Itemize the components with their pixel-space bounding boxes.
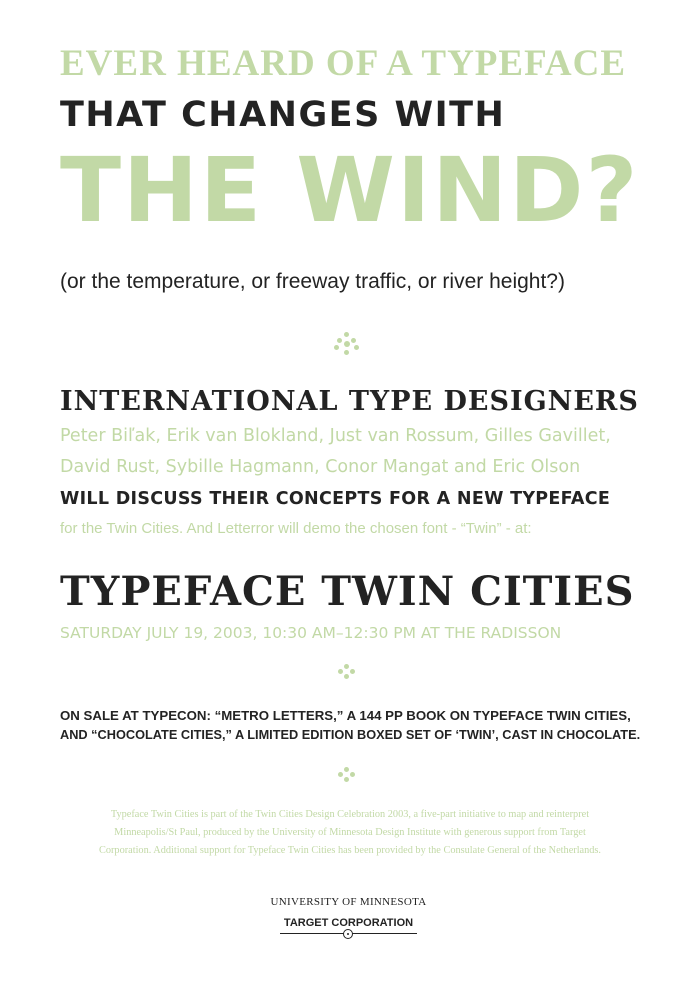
headline-line-2: THAT CHANGES WITH xyxy=(60,95,506,135)
demo-line: for the Twin Cities. And Letterror will demo the chosen font - “Twin” - at: xyxy=(60,520,532,537)
flower-dots-ornament-icon xyxy=(334,332,360,356)
speakers-heading: INTERNATIONAL TYPE DESIGNERS xyxy=(60,386,639,417)
fine-print-line-1: Typeface Twin Cities is part of the Twin Cities Design Celebration 2003, a five-part initiative to map and reinterpret xyxy=(110,809,590,820)
speaker-names-line-2: David Rust, Sybille Hagmann, Conor Mangat and Eric Olson xyxy=(60,457,581,477)
discuss-line: WILL DISCUSS THEIR CONCEPTS FOR A NEW TYPEFACE xyxy=(60,489,611,509)
headline-line-1: EVER HEARD OF A TYPEFACE xyxy=(60,43,627,84)
event-date: SATURDAY JULY 19, 2003, 10:30 AM–12:30 PM AT THE RADISSON xyxy=(60,624,562,642)
sale-line-1: ON SALE AT TYPECON: “METRO LETTERS,” A 144 PP BOOK ON TYPEFACE TWIN CITIES, xyxy=(60,708,631,723)
fine-print-line-2: Minneapolis/St Paul, produced by the University of Minnesota Design Institute with generous support from Target xyxy=(114,827,586,838)
headline-line-3: THE WIND? xyxy=(60,142,640,241)
university-of-minnesota-logo: UNIVERSITY OF MINNESOTA xyxy=(270,896,427,908)
headline-subline: (or the temperature, or freeway traffic, or river height?) xyxy=(60,270,565,293)
target-corporation-logo: TARGET CORPORATION xyxy=(283,917,414,929)
event-title: TYPEFACE TWIN CITIES xyxy=(60,568,635,615)
sale-line-2: AND “CHOCOLATE CITIES,” A LIMITED EDITION BOXED SET OF ‘TWIN’, CAST IN CHOCOLATE. xyxy=(60,727,640,742)
flower-dots-ornament-icon xyxy=(334,767,360,791)
speaker-names-line-1: Peter Biľak, Erik van Blokland, Just van Rossum, Gilles Gavillet, xyxy=(60,426,611,446)
target-bullseye-icon xyxy=(343,929,353,939)
fine-print-line-3: Corporation. Additional support for Typeface Twin Cities has been provided by the Consulate General of the Netherlands. xyxy=(98,845,602,856)
flower-dots-ornament-icon xyxy=(334,664,360,688)
